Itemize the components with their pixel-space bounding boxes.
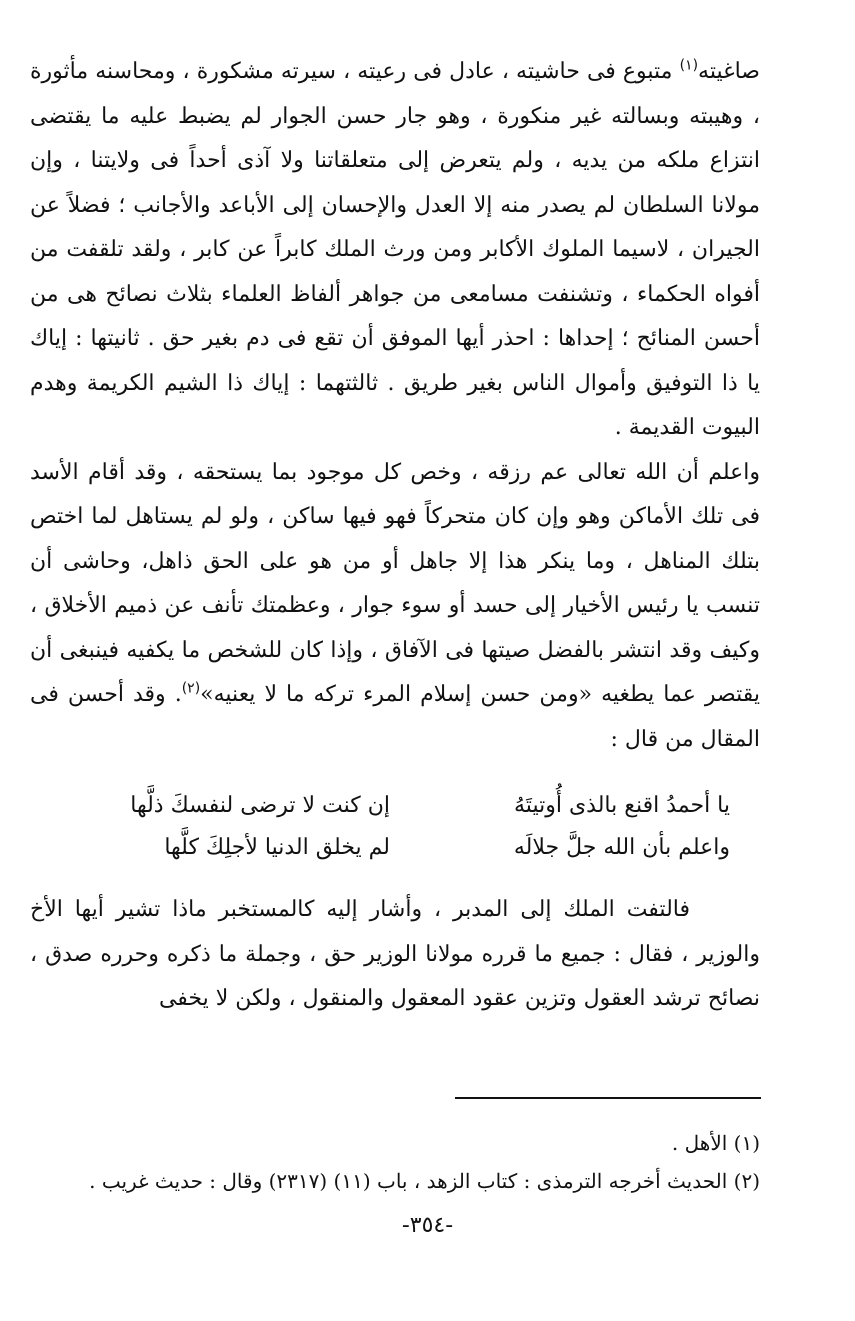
footnote-marker-2[interactable]: (٢): [181, 680, 201, 697]
paragraph-1: [30, 50, 760, 451]
poem-verse: [30, 784, 760, 826]
footnote-marker-1[interactable]: (١): [679, 57, 699, 74]
poem-second-hemistich: إن كنت لا ترضى لنفسكَ ذلَّها: [130, 792, 390, 818]
footnote-divider: [455, 1097, 761, 1099]
poem-second-hemistich: لم يخلق الدنيا لأجلِكَ كلَّها: [164, 834, 390, 860]
poem-first-hemistich: واعلم بأن الله جلَّ جلالَه: [513, 834, 730, 860]
paragraph-2: [30, 451, 760, 763]
poem-first-hemistich: يا أحمدُ اقنع بالذى أُوتيتَهُ: [514, 792, 730, 818]
page-body: [30, 50, 760, 1022]
footnote-2: (٢) الحديث أخرجه الترمذى : كتاب الزهد ، باب (١١) (٢٣١٧) وقال : حديث غريب .: [89, 1169, 760, 1193]
paragraph-2-end: . وقد أحسن فى المقال من قال :: [30, 682, 760, 752]
paragraph-3: [30, 888, 760, 1022]
footnotes: [30, 1124, 760, 1200]
main-text: [30, 50, 760, 762]
paragraph-1-start: صاغيته: [698, 59, 760, 84]
poem: [30, 784, 760, 868]
page-number: -٣٥٤-: [401, 1213, 454, 1238]
poem-verse: [30, 826, 760, 868]
paragraph-2-text: واعلم أن الله تعالى عم رزقه ، وخص كل موجود بما يستحقه ، وقد أقام الأسد فى تلك الأماكن وهو وإن كان متحركاً فهو فيها ساكن ، ولو لم يستاهل لما اختص بتلك المناهل ، وما ينكر هذا إلا جاهل أو من هو على الحق ذاهل، وحاشى أن تنسب يا رئيس الأخيار إلى حسد أو سوء جوار ، وعظمتك تأنف عن ذميم الأخلاق ، وكيف وقد انتشر بالفضل صيتها فى الآفاق ، وإذا كان للشخص ما يكفيه فينبغى أن يقتصر عما يطغيه «ومن حسن إسلام المرء تركه ما لا يعنيه»: [30, 459, 760, 707]
footnote-1: (١) الأهل .: [671, 1131, 760, 1155]
paragraph-3-block: [30, 888, 760, 1022]
paragraph-3-text: فالتفت الملك إلى المدبر ، وأشار إليه كالمستخبر ماذا تشير أيها الأخ والوزير ، فقال : جميع ما قرره مولانا الوزير حق ، وجملة ما ذكره وحرره صدق ، نصائح ترشد العقول وتزين عقود المعقول والمنقول ، ولكن لا يخفى: [30, 897, 760, 1011]
paragraph-1-text: متبوع فى حاشيته ، عادل فى رعيته ، سيرته مشكورة ، ومحاسنه مأثورة ، وهيبته وبسالته غير منكورة ، وهو جار حسن الجوار لم يضبط عليه ما يقتضى انتزاع ملكه من يديه ، ولم يتعرض إلى متعلقاتنا ولا آذى أحداً فى ولايتنا ، وإن مولانا السلطان لم يصدر منه إلا العدل والإحسان إلى الأباعد والأجانب ؛ فضلاً عن الجيران ، لاسيما الملوك الأكابر ومن ورث الملك كابراً عن كابر ، ولقد تلقفت من أفواه الحكماء ، وتشنفت مسامعى من جواهر ألفاظ العلماء بثلاث نصائح هى من أحسن المنائح ؛ إحداها : احذر أيها الموفق أن تقع فى دم بغير حق . ثانيتها : إياك يا ذا التوفيق وأموال الناس بغير طريق . ثالثتهما : إياك ذا الشيم الكريمة وهدم البيوت القديمة .: [30, 59, 760, 440]
